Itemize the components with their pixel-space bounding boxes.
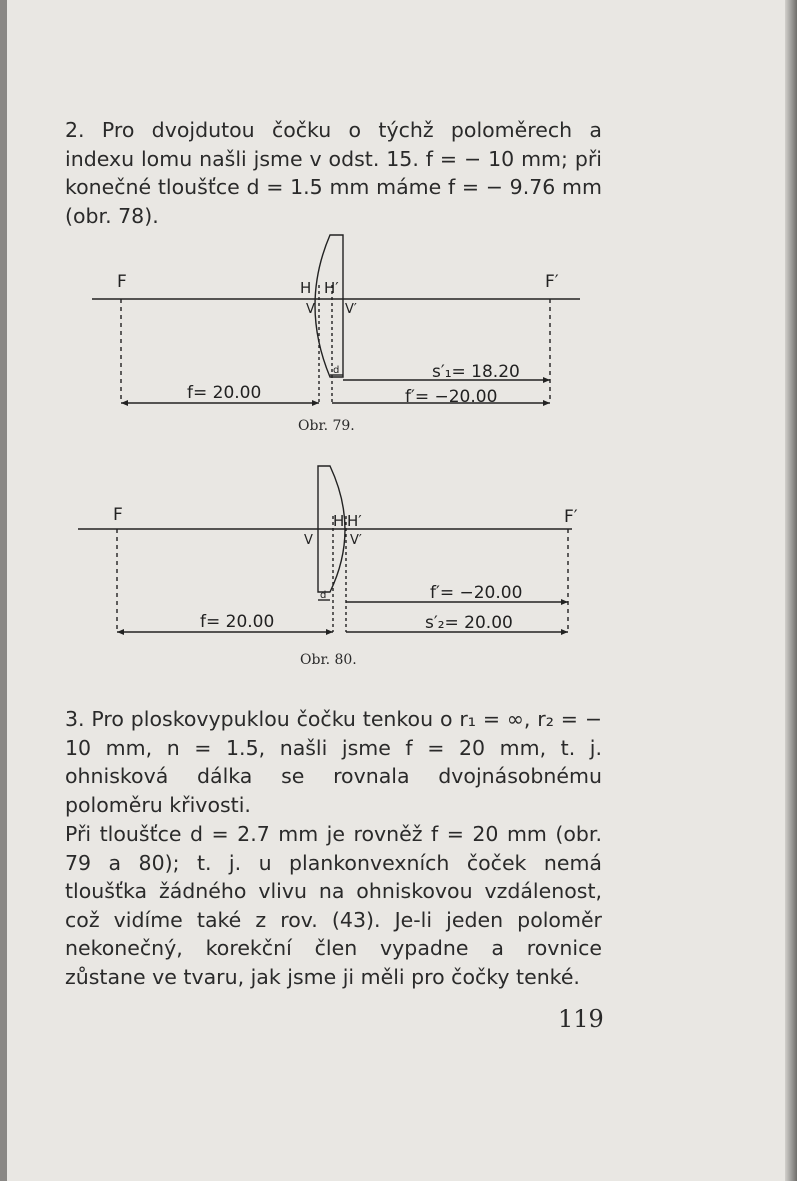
label-f-prime: f′= −20.00 <box>430 583 523 603</box>
label-f-prime: f′= −20.00 <box>405 387 498 407</box>
paragraph-item-2: 2. Pro dvojdutou čočku o týchž poloměrech a indexu lomu našli jsme v odst. 15. f = − 10 mm; při konečné tloušťce d = 1.5 mm máme f = − 9.76 mm (obr. 78). <box>65 118 602 228</box>
principal-point-h: H <box>300 279 312 297</box>
figure-80-caption: Obr. 80. <box>300 652 357 668</box>
paragraph-body: Při tloušťce d = 2.7 mm je rovněž f = 20 mm (obr. 79 a 80); t. j. u plankonvexních čoček nemá tloušťka žádného vlivu na ohniskovou vzdálenost, což vidíme také z rov. (43). Je-li jeden poloměr nekonečný, korekční člen vypadne a rovnice zůstane ve tvaru, jak jsme ji měli pro čočky tenké. <box>65 822 602 989</box>
principal-point-h: H <box>333 512 345 530</box>
figure-80 <box>0 460 797 640</box>
label-s: s′₁= 18.20 <box>432 362 520 382</box>
label-f: f= 20.00 <box>187 383 262 403</box>
label-f: f= 20.00 <box>200 612 275 632</box>
focal-point-f: F <box>113 505 123 525</box>
focal-point-f: F <box>117 272 127 292</box>
principal-point-h-prime: H′ <box>324 279 339 297</box>
vertex-v: V <box>304 533 313 548</box>
focal-point-f-prime: F′ <box>564 507 578 527</box>
principal-point-h-prime: H′ <box>347 512 362 530</box>
thickness-d: d <box>320 590 327 601</box>
figure-79-caption: Obr. 79. <box>298 418 355 434</box>
paragraph-item-3: 3. Pro ploskovypuklou čočku tenkou o r₁ = ∞, r₂ = − 10 mm, n = 1.5, našli jsme f = 20 mm, t. j. ohnisková dálka se rovnala dvojnásobnému poloměru křivosti. <box>65 707 602 817</box>
focal-point-f-prime: F′ <box>545 272 559 292</box>
figure-79 <box>0 225 797 425</box>
vertex-v-prime: V′ <box>350 533 362 548</box>
thickness-d: d <box>333 365 340 376</box>
vertex-v: V <box>306 302 315 317</box>
label-s: s′₂= 20.00 <box>425 613 513 633</box>
page-number: 119 <box>558 1005 604 1033</box>
vertex-v-prime: V′ <box>345 302 357 317</box>
